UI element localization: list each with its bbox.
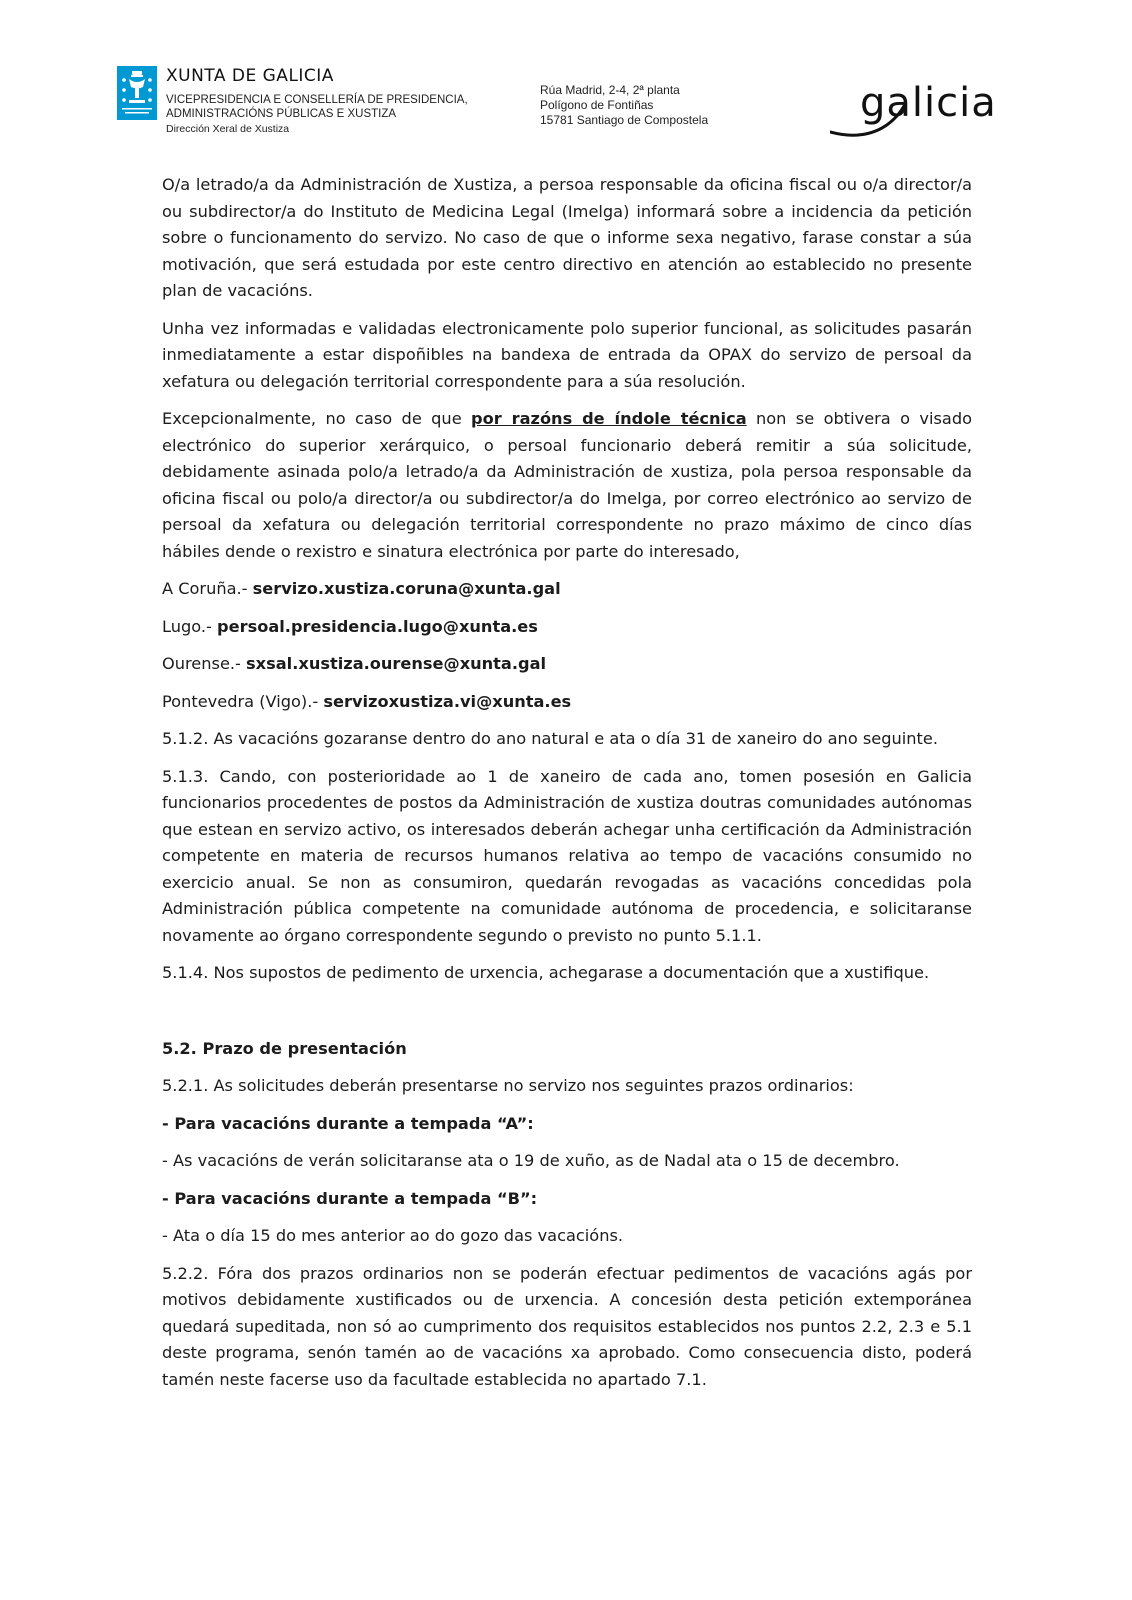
letterhead xyxy=(0,0,1132,150)
galicia-logo xyxy=(830,70,1030,150)
paragraph-5-1-2: 5.1.2. As vacacións gozaranse dentro do ano natural e ata o día 31 de xaneiro do ano seguinte. xyxy=(162,729,939,748)
paragraph-informe: O/a letrado/a da Administración de Xustiza, a persoa responsable da oficina fiscal ou o/a director/a ou subdirector/a do Instituto de Medicina Legal (Imelga) informará sobre a incidencia da petición sobre o funcionamento do servizo. No caso de que o informe sexa negativo, farase constar a súa motivación, que será estudada por este centro directivo en atención ao establecido no presente plan de vacacións. xyxy=(162,175,972,300)
tempada-b-text: - Ata o día 15 do mes anterior ao do gozo das vacacións. xyxy=(162,1226,624,1245)
email-line-ourense xyxy=(162,651,972,678)
address-line-3: 15781 Santiago de Compostela xyxy=(540,113,709,127)
tempada-a-title: - Para vacacións durante a tempada “A”: xyxy=(162,1113,534,1133)
paragraph-validacion: Unha vez informadas e validadas electronicamente polo superior funcional, as solicitudes pasarán inmediatamente a estar dispoñibles na bandexa de entrada da OPAX do servizo de persoal da xefatura ou delegación territorial correspondente para a súa resolución. xyxy=(162,318,972,391)
section-spacer xyxy=(162,998,972,1036)
document-body xyxy=(162,172,972,1404)
address-line-1: Rúa Madrid, 2-4, 2ª planta xyxy=(540,83,680,97)
paragraph-5-1-3: 5.1.3. Cando, con posterioridade ao 1 de xaneiro de cada ano, tomen posesión en Galicia funcionarios procedentes de postos da Administración de xustiza doutras comunidades autónomas que estean en servizo activo, os interesados deberán achegar unha certificación da Administración competente en materia de recursos humanos relativa ao tempo de vacacións consumido no exercicio anual. Se non as consumiron, quedarán revogadas as vacacións concedidas pola Administración pública competente na comunidade autónoma de procedencia, e solicitaranse novamente ao órgano correspondente segundo o previsto no punto 5.1.1. xyxy=(162,766,972,945)
galicia-logo-text: galicia xyxy=(860,80,997,126)
email-city: A Coruña.- xyxy=(162,579,253,598)
email-line-pontevedra xyxy=(162,689,972,716)
email-line-lugo xyxy=(162,614,972,641)
department-line-2: ADMINISTRACIÓNS PÚBLICAS E XUSTIZA xyxy=(166,108,397,120)
xunta-coat-of-arms-icon xyxy=(117,66,157,120)
section-heading-5-2: 5.2. Prazo de presentación xyxy=(162,1038,407,1058)
paragraph-excepcional xyxy=(162,406,972,565)
org-name: XUNTA DE GALICIA xyxy=(166,66,334,86)
email-city: Lugo.- xyxy=(162,616,218,636)
address-line-2: Polígono de Fontiñas xyxy=(540,98,654,112)
technical-reasons-emphasis: por razóns de índole técnica xyxy=(471,409,747,428)
email-city: Ourense.- xyxy=(162,654,247,673)
email-line-coruna xyxy=(162,576,972,603)
department-line-3: Dirección Xeral de Xustiza xyxy=(166,123,290,135)
email-city: Pontevedra (Vigo).- xyxy=(162,691,324,711)
tempada-a-text: - As vacacións de verán solicitaranse ata o 19 de xuño, as de Nadal ata o 15 de decembro. xyxy=(162,1151,900,1170)
paragraph-5-2-2: 5.2.2. Fóra dos prazos ordinarios non se poderán efectuar pedimentos de vacacións agás por motivos debidamente xustificados ou de urxencia. A concesión desta petición extemporánea quedará supeditada, non só ao cumprimento dos requisitos establecidos nos puntos 2.2, 2.3 e 5.1 deste programa, senón tamén ao de vacacións xa aprobado. Como consecuencia disto, poderá tamén neste facerse uso da facultade establecida no apartado 7.1. xyxy=(162,1263,972,1389)
email-address[interactable]: servizoxustiza.vi@xunta.es xyxy=(323,691,572,711)
exceptional-text-start: Excepcionalmente, no caso de que xyxy=(162,409,472,428)
paragraph-5-2-1: 5.2.1. As solicitudes deberán presentarse no servizo nos seguintes prazos ordinarios: xyxy=(162,1076,854,1095)
email-address[interactable]: servizo.xustiza.coruna@xunta.gal xyxy=(252,579,561,598)
email-address[interactable]: sxsal.xustiza.ourense@xunta.gal xyxy=(246,654,547,673)
email-address[interactable]: persoal.presidencia.lugo@xunta.es xyxy=(217,616,538,636)
exceptional-text-end: non se obtivera o visado electrónico do superior xerárquico, o persoal funcionario deberá remitir a súa solicitude, debidamente asinada polo/a letrado/a da Administración de xustiza, pola persoa responsable da oficina fiscal ou polo/a director/a ou subdirector/a do Imelga, por correo electrónico ao servizo de persoal da xefatura ou delegación territorial correspondente no prazo máximo de cinco días hábiles dende o rexistro e sinatura electrónica por parte do interesado, xyxy=(162,409,973,561)
paragraph-5-1-4: 5.1.4. Nos supostos de pedimento de urxencia, achegarase a documentación que a xustifique. xyxy=(162,963,930,982)
department-line-1: VICEPRESIDENCIA E CONSELLERÍA DE PRESIDENCIA, xyxy=(166,94,468,106)
tempada-b-title: - Para vacacións durante a tempada “B”: xyxy=(162,1188,538,1208)
